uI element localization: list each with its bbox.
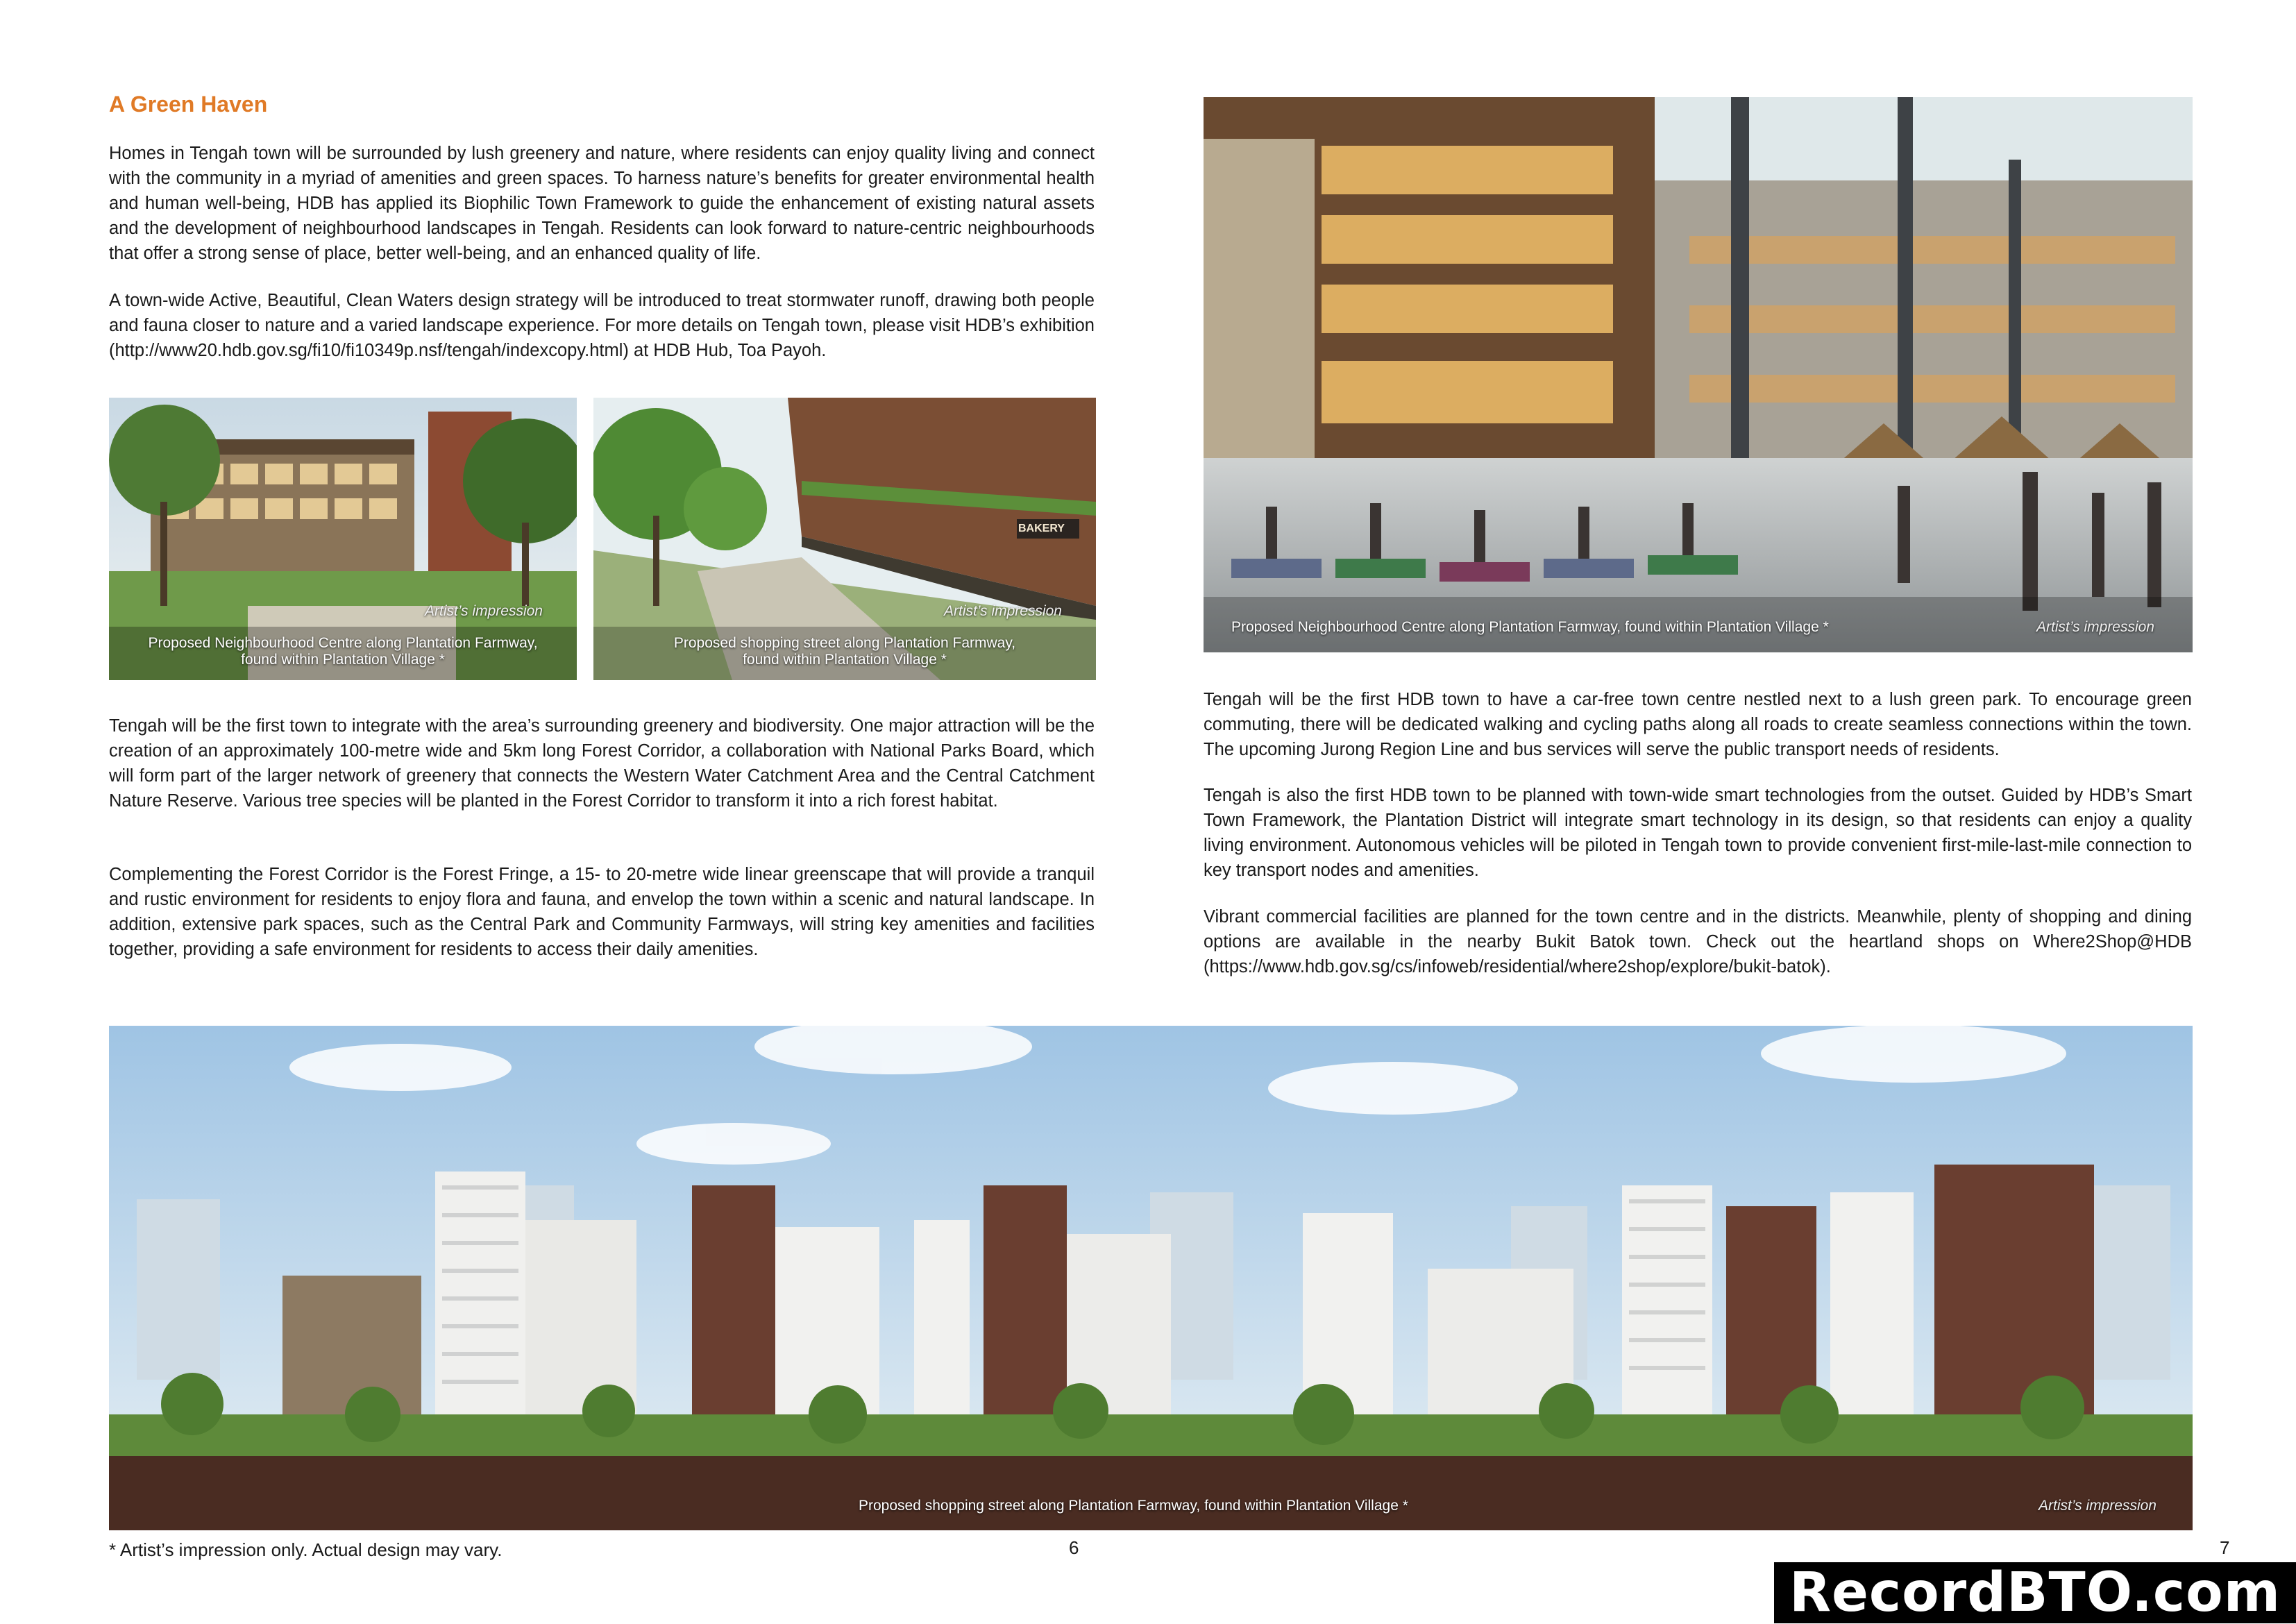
caption-line-2: found within Plantation Village *	[743, 652, 947, 668]
artist-impression-label: Artist’s impression	[944, 603, 1062, 619]
panorama-illustration	[109, 1026, 2193, 1530]
artist-impression-label: Artist’s impression	[2038, 1498, 2156, 1514]
neighbourhood-centre-atrium-photo	[1204, 97, 2193, 652]
footnote: * Artist’s impression only. Actual design may vary.	[109, 1539, 503, 1560]
car-free-paragraph: Tengah will be the first HDB town to have a car-free town centre nestled next to a lush green park. To encourage green commuting, there will be dedicated walking and cycling paths along all roads to create seamless connections within the town. The upcoming Jurong Region Line and bus services will serve the public transport needs of residents.	[1204, 690, 2192, 759]
plantation-village-panorama-photo	[109, 1026, 2193, 1530]
caption-line-1: Proposed Neighbourhood Centre along Plantation Farmway,	[148, 635, 538, 651]
photo-caption	[109, 635, 577, 668]
photo-caption	[593, 635, 1096, 668]
photo-caption: Proposed shopping street along Plantation Farmway, found within Plantation Village *	[859, 1498, 1408, 1514]
bakery-sign: BAKERY	[1018, 523, 1065, 534]
intro-paragraph: Homes in Tengah town will be surrounded by lush greenery and nature, where residents can enjoy quality living and connect with the community in a myriad of amenities and green spaces. To harness nature’s benefits for greater environmental health and human well-being, HDB has applied its Biophilic Town Framework to guide the enhancement of existing natural assets and the development of neighbourhood landscapes in Tengah. Residents can look forward to nature-centric neighbourhoods that offer a strong sense of place, better well-being, and an enhanced quality of life.	[109, 144, 1095, 263]
forest-corridor-paragraph: Tengah will be the first town to integrate with the area’s surrounding greenery and biodiversity. One major attraction will be the creation of an approximately 100-metre wide and 5km long Forest Corridor, a collaboration with National Parks Board, which will form part of the larger network of greenery that connects the Western Water Catchment Area and the Central Catchment Nature Reserve. Various tree species will be planted in the Forest Corridor to transform it into a rich forest habitat.	[109, 716, 1095, 811]
caption-line-1: Proposed shopping street along Plantation Farmway,	[673, 635, 1016, 651]
photo-caption: Proposed Neighbourhood Centre along Plantation Farmway, found within Plantation Village *	[1231, 619, 1829, 635]
neighbourhood-centre-photo	[109, 398, 577, 680]
page-number-left: 6	[1069, 1537, 1079, 1558]
section-heading: A Green Haven	[109, 92, 268, 117]
smart-town-paragraph: Tengah is also the first HDB town to be planned with town-wide smart technologies from the outset. Guided by HDB’s Smart Town Framework, the Plantation District will integrate smart technology in its design, so that residents can enjoy a quality living environment. Autonomous vehicles will be piloted in Tengah town to provide convenient first-mile-last-mile connection to key transport nodes and amenities.	[1204, 786, 2192, 880]
artist-impression-label: Artist’s impression	[425, 603, 543, 619]
atrium-illustration	[1204, 97, 2193, 652]
commercial-facilities-paragraph: Vibrant commercial facilities are planned for the town centre and in the districts. Meanwhile, plenty of shopping and dining options are available in the nearby Bukit Batok town. Check out the heartland shops on Where2Shop@HDB (https://www.hdb.gov.sg/cs/infoweb/residential/where2shop/explore/bukit-batok).	[1204, 907, 2192, 976]
caption-line-2: found within Plantation Village *	[241, 652, 445, 668]
watermark-logo: RecordBTO.com	[1774, 1562, 2296, 1623]
shopping-street-photo	[593, 398, 1096, 680]
artist-impression-label: Artist’s impression	[2036, 619, 2154, 635]
abc-waters-paragraph: A town-wide Active, Beautiful, Clean Waters design strategy will be introduced to treat stormwater runoff, drawing both people and fauna closer to nature and a varied landscape experience. For more details on Tengah town, please visit HDB’s exhibition (http://www20.hdb.gov.sg/fi10/fi10349p.nsf/tengah/indexcopy.html) at HDB Hub, Toa Payoh.	[109, 291, 1095, 360]
forest-fringe-paragraph: Complementing the Forest Corridor is the Forest Fringe, a 15- to 20-metre wide linear greenscape that will provide a tranquil and rustic environment for residents to enjoy flora and fauna, and envelop the town within a scenic and natural landscape. In addition, extensive park spaces, such as the Central Park and Community Farmways, will string key amenities and facilities together, providing a safe environment for residents to access their daily amenities.	[109, 865, 1095, 959]
page-number-right: 7	[2220, 1537, 2230, 1558]
